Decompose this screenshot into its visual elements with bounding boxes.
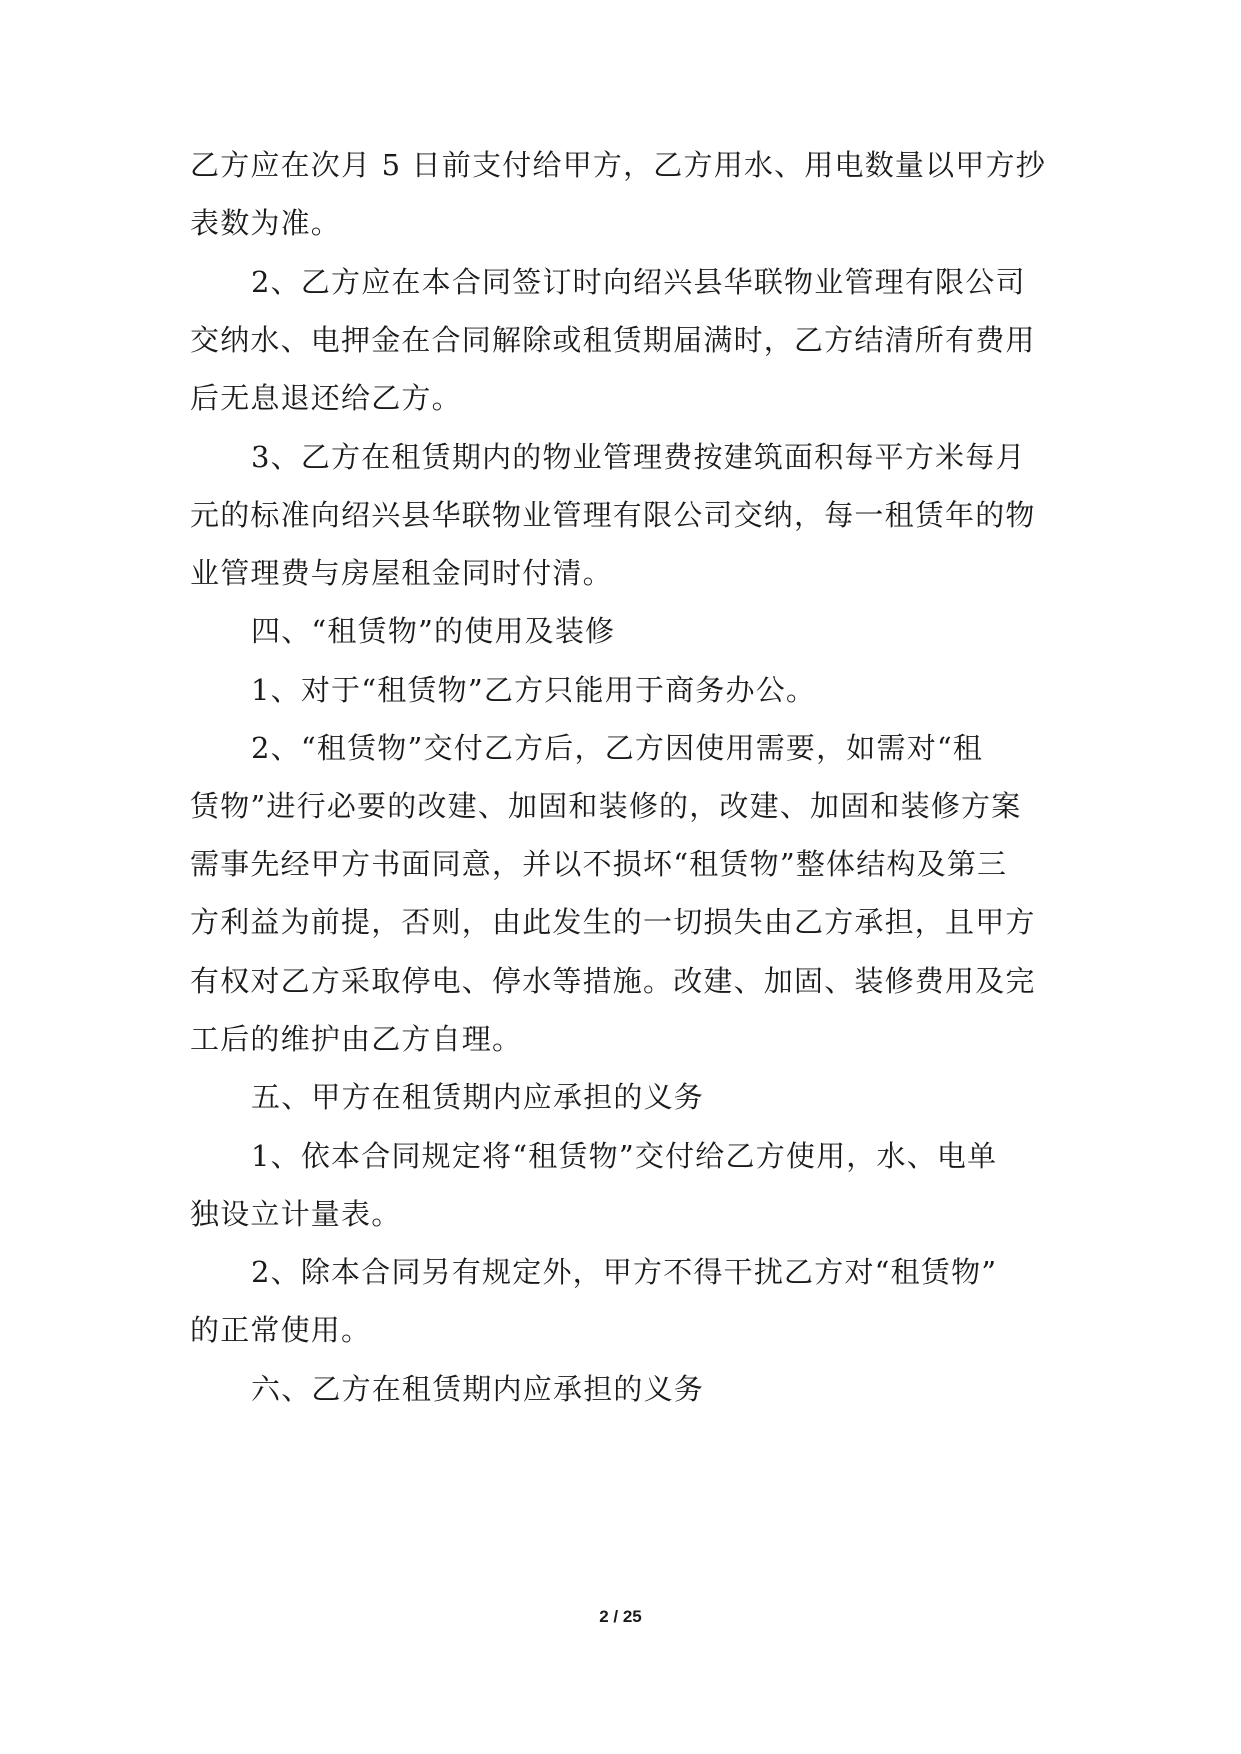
body-text-line: 1、依本合同规定将“租赁物”交付给乙方使用，水、电单 (251, 1139, 998, 1173)
body-text-line: 独设立计量表。 (190, 1197, 402, 1231)
page-number: 2 / 25 (599, 1607, 642, 1626)
body-text-line: 表数为准。 (190, 206, 342, 240)
body-text-line: 工后的维护由乙方自理。 (190, 1022, 523, 1056)
body-text-line: 后无息退还给乙方。 (190, 381, 462, 415)
body-text-line: 元的标准向绍兴县华联物业管理有限公司交纳，每一租赁年的物 (190, 498, 1036, 532)
body-text-line: 2、乙方应在本合同签订时向绍兴县华联物业管理有限公司 (251, 265, 1026, 299)
body-text-line: 业管理费与房屋租金同时付清。 (190, 556, 613, 590)
section-heading: 六、乙方在租赁期内应承担的义务 (251, 1372, 705, 1406)
body-text-line: 的正常使用。 (190, 1313, 372, 1347)
body-text-line: 需事先经甲方书面同意，并以不损坏“租赁物”整体结构及第三 (190, 847, 1008, 881)
section-heading: 四、“租赁物”的使用及装修 (251, 614, 616, 648)
body-text-line: 2、除本合同另有规定外，甲方不得干扰乙方对“租赁物” (251, 1255, 998, 1289)
body-text-line: 交纳水、电押金在合同解除或租赁期届满时，乙方结清所有费用 (190, 323, 1036, 357)
body-text-line: 方利益为前提，否则，由此发生的一切损失由乙方承担，且甲方 (190, 905, 1036, 939)
body-text-line: 赁物”进行必要的改建、加固和装修的，改建、加固和装修方案 (190, 789, 1022, 823)
section-heading: 五、甲方在租赁期内应承担的义务 (251, 1080, 705, 1114)
body-text-line: 1、对于“租赁物”乙方只能用于商务办公。 (251, 673, 817, 707)
body-text-line: 3、乙方在租赁期内的物业管理费按建筑面积每平方米每月 (251, 440, 1026, 474)
body-text-line: 乙方应在次月 5 日前支付给甲方，乙方用水、用电数量以甲方抄 (190, 148, 1046, 182)
body-text-line: 2、“租赁物”交付乙方后，乙方因使用需要，如需对“租 (251, 731, 984, 765)
body-text-line: 有权对乙方采取停电、停水等措施。改建、加固、装修费用及完 (190, 964, 1036, 998)
